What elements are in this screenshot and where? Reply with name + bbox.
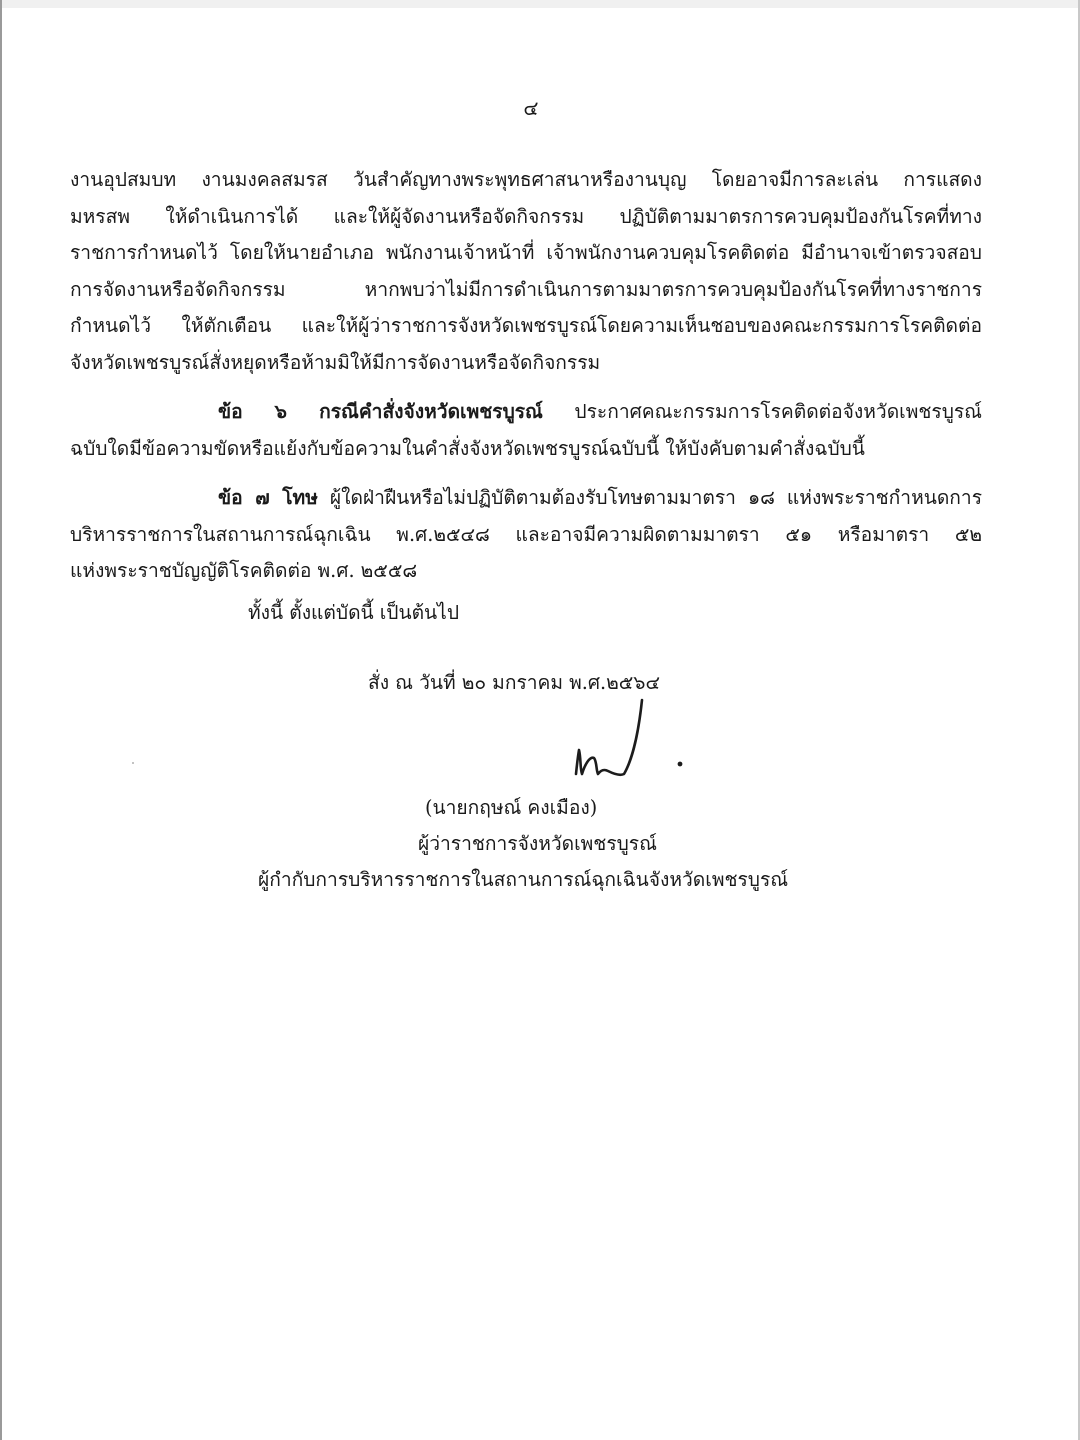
- paragraph-line: จังหวัดเพชรบูรณ์สั่งหยุดหรือห้ามมิให้มีการจัดงานหรือจัดกิจกรรม: [70, 350, 601, 374]
- clause-6-heading: ข้อ ๖ กรณีคำสั่งจังหวัดเพชรบูรณ์: [218, 400, 543, 423]
- page-number: ๔: [523, 96, 539, 120]
- clause-7-line-1: [70, 480, 982, 517]
- clause-7: [70, 480, 982, 590]
- clause-7-heading: ข้อ ๗ โทษ: [218, 486, 318, 509]
- paragraph-line: งานอุปสมบท งานมงคลสมรส วันสำคัญทางพระพุทธศาสนาหรืองานบุญ โดยอาจมีการละเล่น การแสดง: [70, 168, 982, 191]
- left-page-edge: [0, 0, 2, 1440]
- paragraph-gatherings: [70, 162, 982, 381]
- clause-6: [70, 394, 982, 467]
- clause-6-text: ประกาศคณะกรรมการโรคติดต่อจังหวัดเพชรบูรณ์: [542, 400, 982, 423]
- signatory-title: ผู้ว่าราชการจังหวัดเพชรบูรณ์: [418, 832, 657, 855]
- closing-statement: ทั้งนี้ ตั้งแต่บัดนี้ เป็นต้นไป: [248, 601, 460, 624]
- clause-6-line-2: ฉบับใดมีข้อความขัดหรือแย้งกับข้อความในคำสั่งจังหวัดเพชรบูรณ์ฉบับนี้ ให้บังคับตามคำสั่งฉบับนี้: [70, 436, 865, 460]
- signatory-name: (นายกฤษณ์ คงเมือง): [425, 796, 598, 819]
- paragraph-line: การจัดงานหรือจัดกิจกรรม หากพบว่าไม่มีการดำเนินการตามมาตรการควบคุมป้องกันโรคที่ทางราชการ: [70, 277, 982, 301]
- order-date: สั่ง ณ วันที่ ๒๐ มกราคม พ.ศ.๒๕๖๔: [368, 671, 661, 694]
- paragraph-line: มหรสพ ให้ดำเนินการได้ และให้ผู้จัดงานหรือจัดกิจกรรม ปฏิบัติตามมาตรการควบคุมป้องกันโรคที่ทาง: [70, 204, 982, 228]
- paragraph-line: กำหนดไว้ ให้ตักเตือน และให้ผู้ว่าราชการจังหวัดเพชรบูรณ์โดยความเห็นชอบของคณะกรรมการโรคติดต่อ: [70, 314, 982, 337]
- signature-block: [70, 790, 982, 898]
- clause-7-line-2: บริหารราชการในสถานการณ์ฉุกเฉิน พ.ศ.๒๕๔๘ และอาจมีความผิดตามมาตรา ๕๑ หรือมาตรา ๕๒: [70, 522, 982, 546]
- handwritten-signature: [510, 692, 710, 792]
- clause-7-text: ผู้ใดฝ่าฝืนหรือไม่ปฏิบัติตามต้องรับโทษตามมาตรา ๑๘ แห่งพระราชกำหนดการ: [317, 486, 982, 509]
- paragraph-line: ราชการกำหนดไว้ โดยให้นายอำเภอ พนักงานเจ้าหน้าที่ เจ้าพนักงานควบคุมโรคติดต่อ มีอำนาจเข้าตรวจสอบ: [70, 241, 982, 264]
- scan-speck: [132, 762, 134, 764]
- top-edge-strip: [0, 0, 1080, 8]
- signatory-role: ผู้กำกับการบริหารราชการในสถานการณ์ฉุกเฉินจังหวัดเพชรบูรณ์: [258, 868, 789, 891]
- clause-6-line-1: [70, 394, 982, 431]
- clause-7-line-3: แห่งพระราชบัญญัติโรคติดต่อ พ.ศ. ๒๕๕๘: [70, 559, 418, 582]
